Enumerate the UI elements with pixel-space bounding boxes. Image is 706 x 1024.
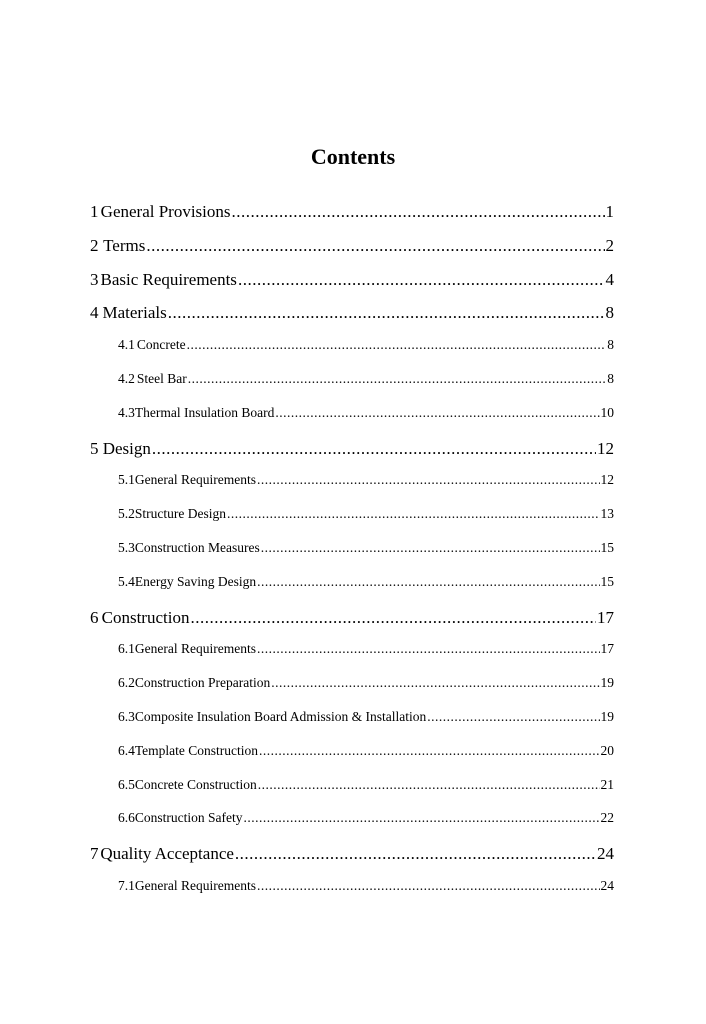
toc-entry-label: Concrete xyxy=(136,337,186,353)
toc-entry-page-number: 22 xyxy=(600,810,614,826)
dot-leader xyxy=(168,303,605,323)
toc-entry-number: 7.1 xyxy=(118,878,135,893)
toc-section-entry[interactable] xyxy=(0,675,706,705)
toc-entry-label: General Provisions xyxy=(100,202,231,221)
toc-section-entry[interactable] xyxy=(0,810,706,840)
toc-entry-page-number: 10 xyxy=(600,404,614,420)
toc-chapter-entry[interactable] xyxy=(0,303,706,335)
toc-entry-label: Composite Insulation Board Admission & Installation xyxy=(134,709,427,724)
toc-entry-number: 6 xyxy=(90,607,99,627)
toc-entry-number: 6.1 xyxy=(118,641,135,657)
toc-entry-number: 5.1 xyxy=(118,472,135,488)
toc-section-entry[interactable] xyxy=(0,405,706,435)
toc-entry-number: 6.6 xyxy=(118,810,135,826)
dot-leader xyxy=(257,878,600,894)
dot-leader xyxy=(271,675,599,691)
toc-entry-page-number: 19 xyxy=(600,675,614,691)
toc-section-entry[interactable] xyxy=(0,540,706,570)
toc-entry-page-number: 15 xyxy=(600,573,614,589)
toc-entry-number: 6.3 xyxy=(118,709,135,724)
toc-entry-page-number: 8 xyxy=(607,371,614,386)
dot-leader xyxy=(275,405,599,421)
toc-chapter-entry[interactable] xyxy=(0,844,706,876)
toc-entry-label: Construction Safety xyxy=(134,810,243,826)
toc-entry-label: Quality Acceptance xyxy=(100,844,234,864)
toc-entry-label: Construction Preparation xyxy=(134,675,271,691)
toc-chapter-entry[interactable] xyxy=(0,202,706,234)
toc-entry-page-number: 17 xyxy=(600,641,614,657)
toc-entry-label: General Requirements xyxy=(134,641,256,657)
toc-chapter-entry[interactable] xyxy=(0,270,706,302)
toc-entry-page-number: 20 xyxy=(600,742,614,758)
toc-section-entry[interactable] xyxy=(0,641,706,671)
toc-entry-number: 4 xyxy=(90,303,99,323)
toc-section-entry[interactable] xyxy=(0,472,706,502)
toc-entry-page-number: 8 xyxy=(607,337,614,353)
dot-leader xyxy=(187,337,607,353)
toc-entry-number: 4.3 xyxy=(118,404,135,420)
dot-leader xyxy=(232,202,605,222)
dot-leader xyxy=(190,608,596,628)
toc-section-entry[interactable] xyxy=(0,506,706,536)
toc-entry-label: Materials xyxy=(102,303,167,323)
toc-entry-number: 6.4 xyxy=(118,742,135,758)
toc-section-entry[interactable] xyxy=(0,574,706,604)
dot-leader xyxy=(238,270,605,290)
dot-leader xyxy=(152,439,596,459)
toc-entry-page-number: 8 xyxy=(605,303,614,323)
toc-entry-page-number: 13 xyxy=(600,506,614,522)
toc-entry-label: Concrete Construction xyxy=(134,776,257,792)
dot-leader xyxy=(227,506,600,522)
toc-entry-label: Construction xyxy=(101,607,190,627)
toc-entry-number: 5.4 xyxy=(118,573,135,589)
toc-entry-label: Thermal Insulation Board xyxy=(134,404,275,420)
toc-entry-number: 5.3 xyxy=(118,540,135,555)
toc-entry-page-number: 24 xyxy=(597,844,614,864)
toc-entry-number: 1 xyxy=(90,202,99,221)
toc-section-entry[interactable] xyxy=(0,709,706,739)
toc-entry-label: Template Construction xyxy=(134,742,259,758)
dot-leader xyxy=(257,641,600,657)
dot-leader xyxy=(244,810,600,826)
toc-entry-number: 6.5 xyxy=(118,776,135,792)
dot-leader xyxy=(259,743,599,759)
toc-entry-label: Structure Design xyxy=(134,506,226,522)
toc-chapter-entry[interactable] xyxy=(0,236,706,268)
toc-entry-page-number: 1 xyxy=(605,202,614,221)
toc-entry-label: General Requirements xyxy=(134,472,256,488)
toc-entry-label: Design xyxy=(102,438,151,458)
toc-section-entry[interactable] xyxy=(0,777,706,807)
toc-entry-page-number: 12 xyxy=(597,438,614,458)
toc-chapter-entry[interactable] xyxy=(0,608,706,640)
contents-title: Contents xyxy=(310,144,396,169)
dot-leader xyxy=(427,709,599,725)
dot-leader xyxy=(235,844,596,864)
toc-entry-page-number: 4 xyxy=(605,269,614,289)
toc-entry-page-number: 24 xyxy=(600,878,614,893)
toc-entry-number: 7 xyxy=(90,844,99,864)
toc-entry-label: Basic Requirements xyxy=(100,269,237,289)
toc-entry-label: General Requirements xyxy=(134,878,256,893)
toc-section-entry[interactable] xyxy=(0,337,706,367)
dot-leader xyxy=(257,574,599,590)
toc-entry-label: Terms xyxy=(103,235,146,255)
toc-entry-page-number: 21 xyxy=(600,776,614,792)
toc-entry-number: 3 xyxy=(90,269,99,289)
toc-entry-label: Steel Bar xyxy=(136,371,187,386)
toc-entry-page-number: 17 xyxy=(597,607,614,627)
toc-entry-number: 4.1 xyxy=(118,337,135,353)
dot-leader xyxy=(257,472,600,488)
dot-leader xyxy=(188,371,607,387)
dot-leader xyxy=(146,236,604,256)
toc-section-entry[interactable] xyxy=(0,878,706,908)
toc-entry-label: Energy Saving Design xyxy=(134,573,257,589)
toc-section-entry[interactable] xyxy=(0,371,706,401)
toc-chapter-entry[interactable] xyxy=(0,439,706,471)
toc-entry-page-number: 19 xyxy=(600,709,614,724)
toc-entry-page-number: 15 xyxy=(600,540,614,555)
dot-leader xyxy=(258,777,600,793)
toc-entry-number: 2 xyxy=(90,235,99,255)
toc-section-entry[interactable] xyxy=(0,743,706,773)
dot-leader xyxy=(261,540,600,556)
toc-entry-page-number: 12 xyxy=(600,472,614,488)
toc-entry-number: 5.2 xyxy=(118,506,135,522)
toc-entry-number: 4.2 xyxy=(118,371,135,386)
toc-entry-page-number: 2 xyxy=(605,235,614,255)
toc-entry-number: 5 xyxy=(90,438,99,458)
toc-entry-number: 6.2 xyxy=(118,675,135,691)
toc-entry-label: Construction Measures xyxy=(134,540,260,555)
